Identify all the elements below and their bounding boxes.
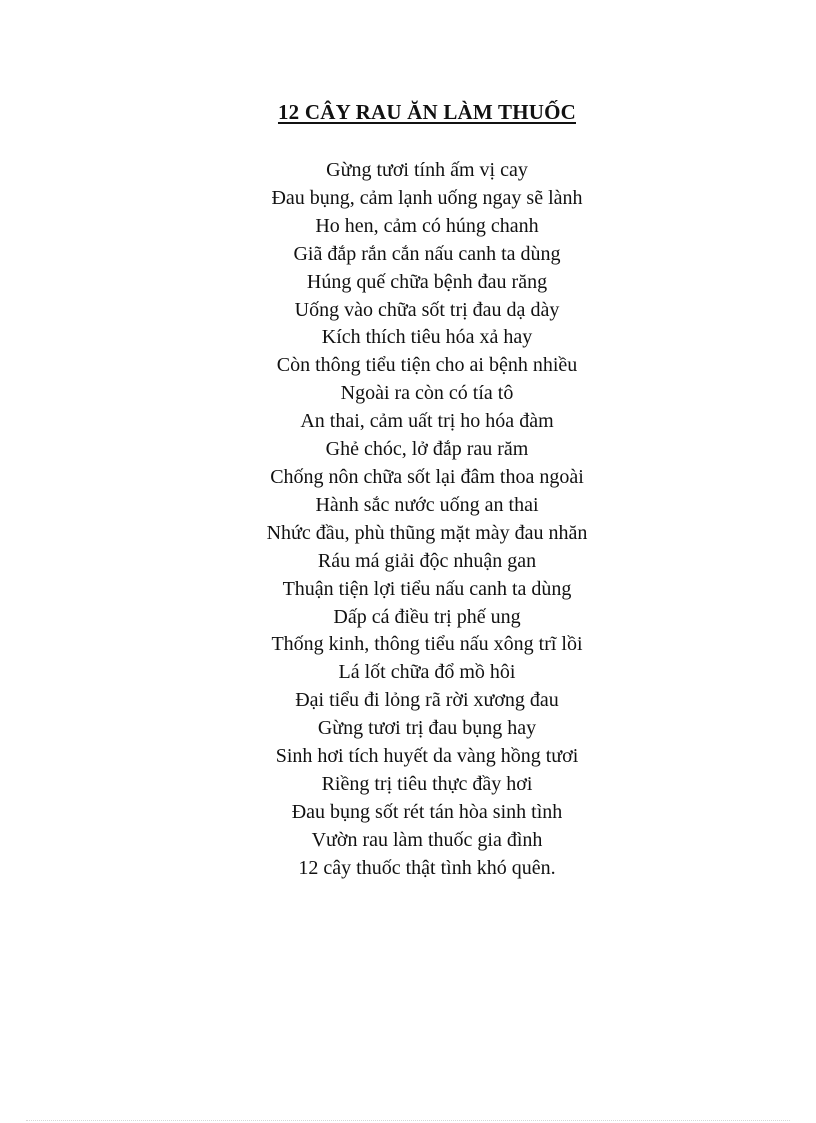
- page-bottom-divider: [26, 1120, 790, 1121]
- poem-line: Dấp cá điều trị phế ung: [333, 605, 521, 628]
- document-title: 12 CÂY RAU ĂN LÀM THUỐC: [277, 100, 576, 124]
- poem-line: Thống kinh, thông tiểu nấu xông trĩ lồi: [271, 633, 583, 656]
- poem-line: Húng quế chữa bệnh đau răng: [306, 270, 548, 293]
- poem-line: Kích thích tiêu hóa xả hay: [321, 326, 533, 349]
- poem-line: Ho hen, cảm có húng chanh: [315, 214, 539, 237]
- poem-line: Đau bụng, cảm lạnh uống ngay sẽ lành: [271, 186, 583, 209]
- poem-line: Ngoài ra còn có tía tô: [340, 382, 514, 405]
- poem-line: Nhức đầu, phù thũng mặt mày đau nhăn: [266, 521, 588, 544]
- poem-line: Lá lốt chữa đổ mồ hôi: [338, 661, 516, 684]
- poem-line: Riềng trị tiêu thực đầy hơi: [321, 772, 533, 795]
- poem-line: Đại tiểu đi lỏng rã rời xương đau: [295, 689, 559, 712]
- poem-line: Ráu má giải độc nhuận gan: [317, 549, 537, 572]
- poem: [0, 157, 816, 883]
- poem-line: Gừng tươi trị đau bụng hay: [317, 717, 537, 740]
- poem-line: Còn thông tiểu tiện cho ai bệnh nhiều: [276, 354, 578, 377]
- poem-line: Ghẻ chóc, lở đắp rau răm: [325, 438, 529, 461]
- poem-line: Uống vào chữa sốt trị đau dạ dày: [294, 298, 560, 321]
- poem-line: Gừng tươi tính ấm vị cay: [326, 159, 528, 181]
- poem-line: Hành sắc nước uống an thai: [315, 493, 539, 516]
- poem-line: Chống nôn chữa sốt lại đâm thoa ngoài: [270, 465, 584, 488]
- poem-line: An thai, cảm uất trị ho hóa đàm: [300, 410, 554, 433]
- poem-line: 12 cây thuốc thật tình khó quên.: [298, 856, 556, 879]
- poem-line: Sinh hơi tích huyết da vàng hồng tươi: [275, 745, 579, 768]
- poem-line: Đau bụng sốt rét tán hòa sinh tình: [291, 800, 563, 823]
- poem-line: Vườn rau làm thuốc gia đình: [311, 828, 543, 851]
- poem-line: Thuận tiện lợi tiểu nấu canh ta dùng: [282, 577, 572, 600]
- poem-line: Giã đắp rắn cắn nấu canh ta dùng: [293, 242, 561, 265]
